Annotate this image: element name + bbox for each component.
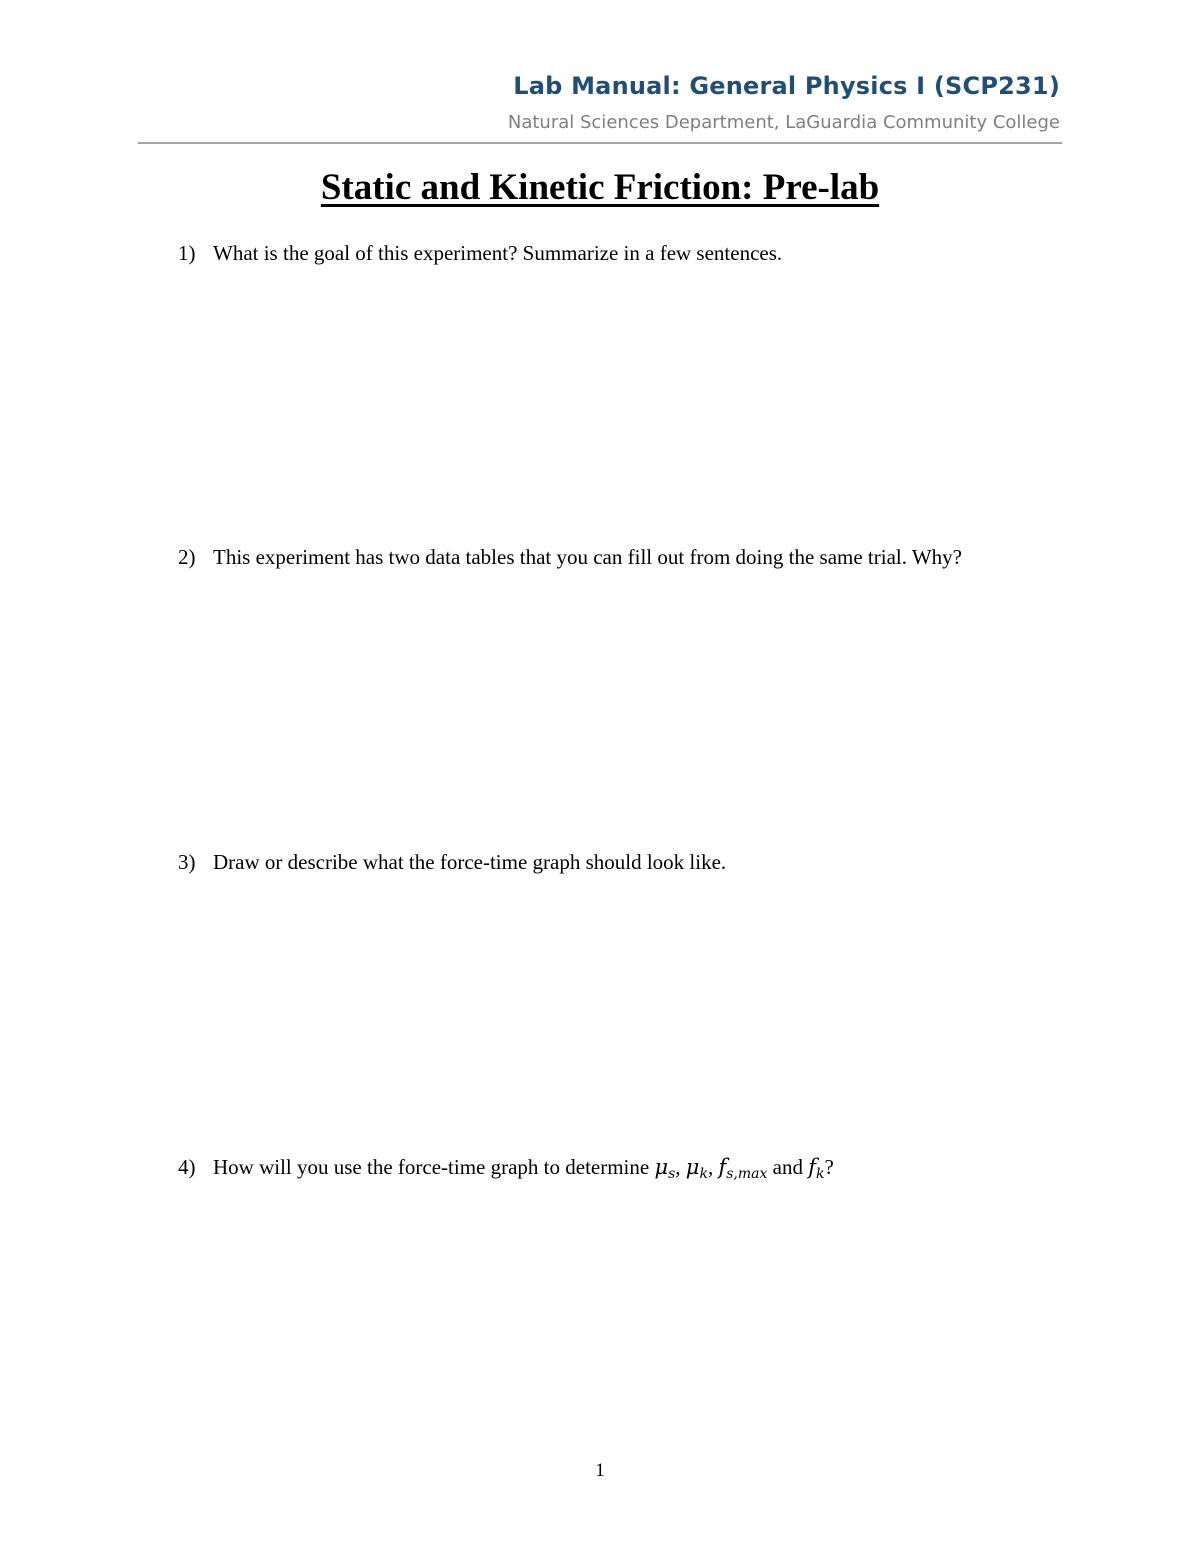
math-f-k: $f_k$ — [808, 1155, 825, 1182]
question-text: What is the goal of this experiment? Summarize in a few sentences. — [213, 241, 783, 265]
question-1 — [178, 241, 1078, 266]
question-4 — [178, 1155, 1078, 1182]
header-title: Lab Manual: General Physics I (SCP231) — [513, 72, 1060, 100]
math-separator: , — [675, 1155, 686, 1179]
question-text: Draw or describe what the force-time graph should look like. — [213, 850, 727, 874]
question-text-after: ? — [824, 1155, 834, 1179]
math-mu-s: $\mu_s$ — [654, 1155, 676, 1182]
question-number: 2) — [178, 545, 196, 569]
header-subtitle: Natural Sciences Department, LaGuardia Community College — [507, 112, 1060, 133]
question-number: 1) — [178, 241, 196, 265]
math-mu-k: $\mu_k$ — [685, 1155, 708, 1182]
question-number: 3) — [178, 850, 196, 874]
question-text-and: and — [767, 1155, 809, 1179]
document-title: Static and Kinetic Friction: Pre-lab — [320, 167, 880, 208]
question-text: This experiment has two data tables that you can fill out from doing the same trial. Why? — [213, 545, 962, 569]
question-2 — [178, 545, 1078, 570]
question-number: 4) — [178, 1155, 196, 1179]
question-text-before: How will you use the force-time graph to determine — [213, 1155, 655, 1179]
question-3 — [178, 850, 1078, 875]
math-f-s-max: $f_{s,max}$ — [718, 1155, 768, 1182]
math-separator: , — [707, 1155, 719, 1179]
page-number: 1 — [595, 1460, 605, 1481]
page-header — [138, 70, 1062, 144]
